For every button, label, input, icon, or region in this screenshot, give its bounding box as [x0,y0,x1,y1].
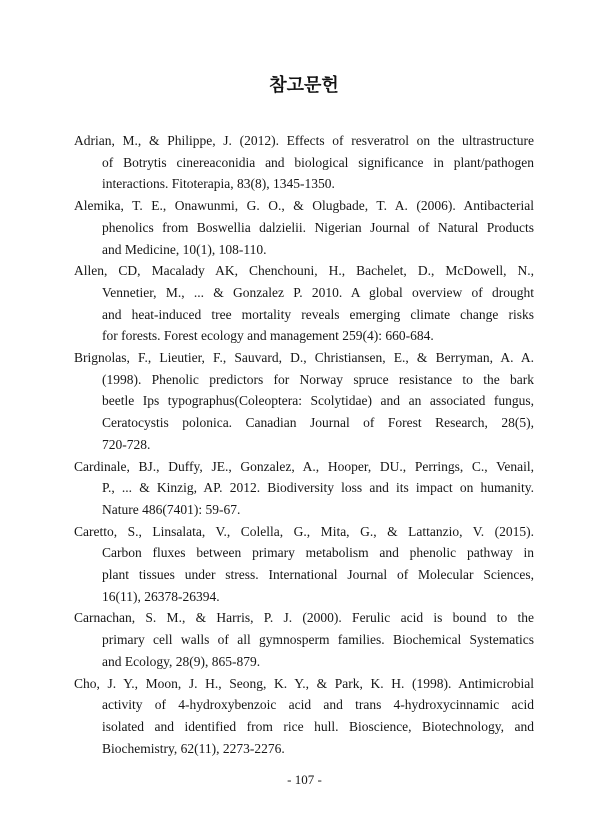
reference-line: primary cell walls of all gymnosperm families. Biochemical Systematics [102,632,534,648]
reference-line: Carnachan, S. M., & Harris, P. J. (2000). Ferulic acid is bound to the [74,610,534,626]
references-list [74,130,534,759]
reference-line: Brignolas, F., Lieutier, F., Sauvard, D., Christiansen, E., & Berryman, A. A. [74,350,534,366]
reference-entry [74,456,534,521]
reference-line: Cho, J. Y., Moon, J. H., Seong, K. Y., & Park, K. H. (1998). Antimicrobial [74,675,534,691]
reference-line: isolated and identified from rice hull. Bioscience, Biotechnology, and [102,718,534,734]
reference-line: plant tissues under stress. International Journal of Molecular Sciences, [102,567,534,583]
reference-entry [74,195,534,260]
reference-line: 720-728. [102,436,151,452]
reference-line: phenolics from Boswellia dalzielii. Nigerian Journal of Natural Products [102,219,534,235]
reference-line: 16(11), 26378-26394. [102,588,220,604]
reference-line: of Botrytis cinereaconidia and biological significance in plant/pathogen [102,154,534,170]
reference-line: Alemika, T. E., Onawunmi, G. O., & Olugbade, T. A. (2006). Antibacterial [74,198,534,214]
reference-line: beetle Ips typographus(Coleoptera: Scolytidae) and an associated fungus, [102,393,534,409]
reference-line: Vennetier, M., ... & Gonzalez P. 2010. A global overview of drought [102,284,534,300]
reference-line: Adrian, M., & Philippe, J. (2012). Effects of resveratrol on the ultrastructure [74,133,534,148]
reference-line: Nature 486(7401): 59-67. [102,501,241,517]
reference-line: Cardinale, BJ., Duffy, JE., Gonzalez, A., Hooper, DU., Perrings, C., Venail, [74,458,534,474]
reference-line: Caretto, S., Linsalata, V., Colella, G., Mita, G., & Lattanzio, V. (2015). [74,523,534,539]
reference-entry [74,673,534,760]
reference-line: and heat-induced tree mortality reveals emerging climate change risks [102,306,534,322]
reference-line: Biochemistry, 62(11), 2273-2276. [102,740,285,756]
page-title: 참고문헌 [269,75,339,95]
reference-entry [74,521,534,608]
reference-line: Carbon fluxes between primary metabolism and phenolic pathway in [102,545,534,561]
reference-line: and Medicine, 10(1), 108-110. [102,241,267,257]
reference-line: (1998). Phenolic predictors for Norway spruce resistance to the bark [102,371,534,387]
reference-line: Ceratocystis polonica. Canadian Journal of Forest Research, 28(5), [102,415,534,431]
document-page [74,0,534,759]
reference-line: Allen, CD, Macalady AK, Chenchouni, H., Bachelet, D., McDowell, N., [74,263,534,279]
reference-line: for forests. Forest ecology and management 259(4): 660-684. [102,328,434,344]
page-number: - 107 - [287,772,322,787]
reference-entry [74,347,534,456]
reference-entry [74,607,534,672]
reference-line: and Ecology, 28(9), 865-879. [102,653,261,669]
reference-entry [74,260,534,347]
reference-entry [74,130,534,195]
reference-line: activity of 4-hydroxybenzoic acid and trans 4-hydroxycinnamic acid [102,697,534,713]
reference-line: P., ... & Kinzig, AP. 2012. Biodiversity loss and its impact on humanity. [102,480,534,496]
reference-line: interactions. Fitoterapia, 83(8), 1345-1350. [102,176,335,192]
